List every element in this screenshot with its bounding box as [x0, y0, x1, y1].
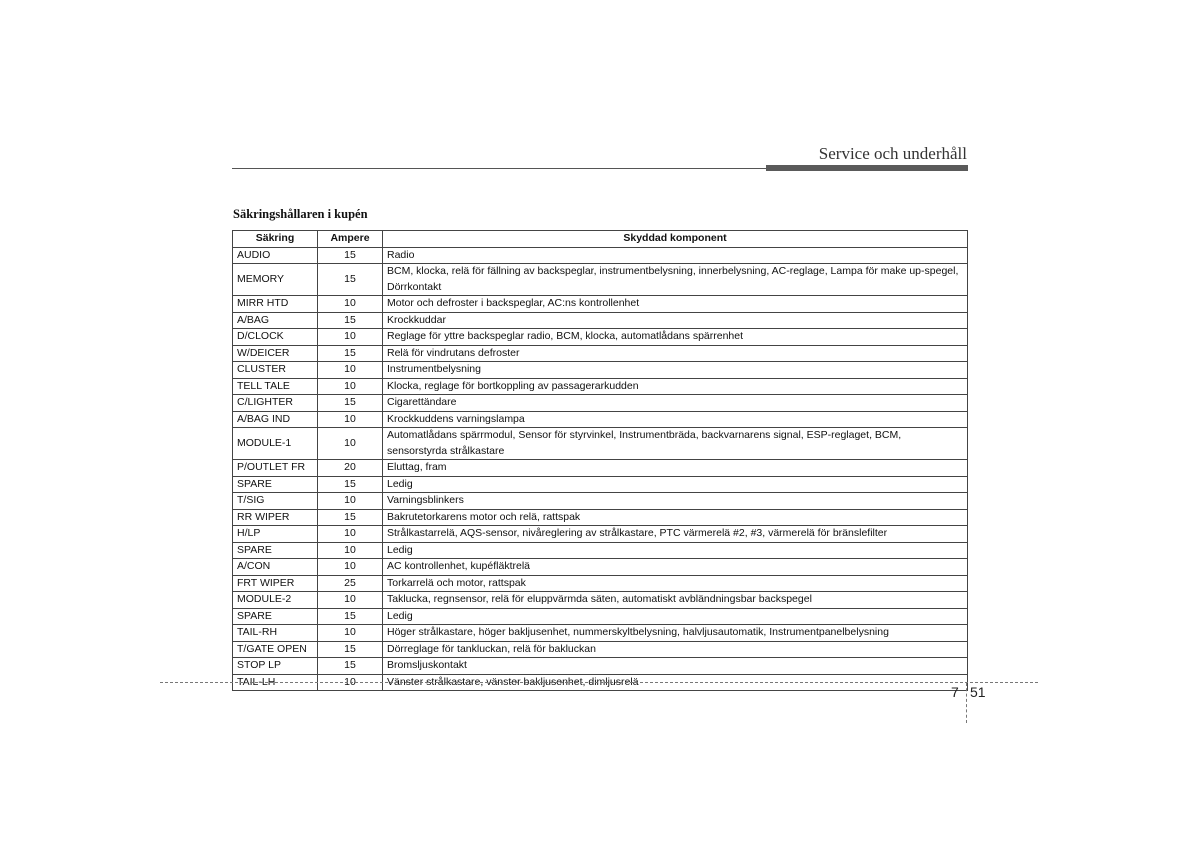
cell-component: Höger strålkastare, höger bakljusenhet, nummerskyltbelysning, halvljusautomatik, Instrumentpanelbelysning — [383, 625, 968, 642]
cell-ampere: 10 — [318, 559, 383, 576]
cell-fuse: MODULE-1 — [233, 428, 318, 460]
cell-fuse: TAIL-RH — [233, 625, 318, 642]
table-row — [233, 264, 968, 296]
cell-component: Ledig — [383, 476, 968, 493]
cell-ampere: 15 — [318, 395, 383, 412]
cell-fuse: SPARE — [233, 542, 318, 559]
cell-ampere: 10 — [318, 428, 383, 460]
chapter-number: 7 — [951, 684, 959, 700]
cell-fuse: H/LP — [233, 526, 318, 543]
header-rule — [232, 168, 766, 169]
table-row — [233, 345, 968, 362]
cell-fuse: FRT WIPER — [233, 575, 318, 592]
footer-dashed-rule — [160, 682, 1038, 683]
footer-dashed-divider — [966, 683, 967, 723]
cell-ampere: 10 — [318, 625, 383, 642]
cell-ampere: 20 — [318, 460, 383, 477]
cell-fuse: T/SIG — [233, 493, 318, 510]
cell-component: Motor och defroster i backspeglar, AC:ns kontrollenhet — [383, 296, 968, 313]
table-row — [233, 362, 968, 379]
cell-ampere: 10 — [318, 296, 383, 313]
cell-component: Krockkuddar — [383, 312, 968, 329]
page-number: 51 — [970, 684, 986, 700]
table-row — [233, 542, 968, 559]
table-header-row — [233, 231, 968, 248]
cell-component: Bromsljuskontakt — [383, 658, 968, 675]
table-body — [233, 247, 968, 691]
cell-ampere: 10 — [318, 362, 383, 379]
cell-ampere: 15 — [318, 264, 383, 296]
cell-component: Radio — [383, 247, 968, 264]
cell-fuse: RR WIPER — [233, 509, 318, 526]
cell-ampere: 15 — [318, 509, 383, 526]
cell-ampere: 15 — [318, 476, 383, 493]
cell-fuse: AUDIO — [233, 247, 318, 264]
column-header-component: Skyddad komponent — [383, 231, 968, 248]
cell-ampere: 10 — [318, 542, 383, 559]
cell-fuse: W/DEICER — [233, 345, 318, 362]
cell-ampere: 15 — [318, 658, 383, 675]
header-accent-bar — [766, 165, 968, 171]
cell-component: Ledig — [383, 608, 968, 625]
cell-fuse: A/BAG — [233, 312, 318, 329]
cell-fuse: P/OUTLET FR — [233, 460, 318, 477]
cell-component: Ledig — [383, 542, 968, 559]
cell-fuse: MODULE-2 — [233, 592, 318, 609]
table-row — [233, 575, 968, 592]
cell-component: Dörreglage för tankluckan, relä för bakluckan — [383, 641, 968, 658]
cell-fuse: C/LIGHTER — [233, 395, 318, 412]
cell-fuse: SPARE — [233, 608, 318, 625]
cell-fuse: CLUSTER — [233, 362, 318, 379]
cell-ampere: 10 — [318, 592, 383, 609]
table-row — [233, 559, 968, 576]
table-row — [233, 411, 968, 428]
cell-component: AC kontrollenhet, kupéfläktrelä — [383, 559, 968, 576]
table-row — [233, 658, 968, 675]
table-row — [233, 592, 968, 609]
cell-component: Eluttag, fram — [383, 460, 968, 477]
cell-ampere: 10 — [318, 411, 383, 428]
cell-ampere: 10 — [318, 526, 383, 543]
table-row — [233, 378, 968, 395]
page-header-title: Service och underhåll — [818, 144, 967, 163]
cell-component: Vänster strålkastare, vänster bakljusenhet, dimljusrelä — [383, 674, 968, 691]
table-row — [233, 509, 968, 526]
cell-component: Instrumentbelysning — [383, 362, 968, 379]
cell-component: Torkarrelä och motor, rattspak — [383, 575, 968, 592]
table-row — [233, 526, 968, 543]
cell-ampere: 25 — [318, 575, 383, 592]
cell-fuse: T/GATE OPEN — [233, 641, 318, 658]
table-row — [233, 312, 968, 329]
cell-ampere: 15 — [318, 247, 383, 264]
cell-fuse: A/CON — [233, 559, 318, 576]
cell-fuse: SPARE — [233, 476, 318, 493]
table-row — [233, 625, 968, 642]
cell-component: Automatlådans spärrmodul, Sensor för styrvinkel, Instrumentbräda, backvarnarens signal, ESP-reglaget, BCM, sensorstyrda strålkastare — [383, 428, 968, 460]
cell-component: Relä för vindrutans defroster — [383, 345, 968, 362]
cell-component: Reglage för yttre backspeglar radio, BCM, klocka, automatlådans spärrenhet — [383, 329, 968, 346]
cell-component: Klocka, reglage för bortkoppling av passagerarkudden — [383, 378, 968, 395]
cell-ampere: 10 — [318, 329, 383, 346]
section-title: Säkringshållaren i kupén — [233, 207, 368, 221]
cell-ampere: 15 — [318, 312, 383, 329]
table-row — [233, 296, 968, 313]
cell-fuse: MEMORY — [233, 264, 318, 296]
table-row — [233, 460, 968, 477]
cell-fuse: TELL TALE — [233, 378, 318, 395]
cell-component: BCM, klocka, relä för fällning av backspeglar, instrumentbelysning, innerbelysning, AC-reglage, Lampa för make up-spegel, Dörrkontakt — [383, 264, 968, 296]
table-row — [233, 476, 968, 493]
table-row — [233, 608, 968, 625]
cell-fuse: D/CLOCK — [233, 329, 318, 346]
cell-ampere: 10 — [318, 378, 383, 395]
fuse-table — [232, 230, 968, 691]
cell-ampere: 10 — [318, 493, 383, 510]
table-row — [233, 428, 968, 460]
table-row — [233, 247, 968, 264]
cell-component: Taklucka, regnsensor, relä för eluppvärmda säten, automatiskt avbländningsbar backspegel — [383, 592, 968, 609]
cell-fuse: STOP LP — [233, 658, 318, 675]
table-row — [233, 395, 968, 412]
cell-ampere: 15 — [318, 345, 383, 362]
cell-ampere: 15 — [318, 641, 383, 658]
cell-component: Varningsblinkers — [383, 493, 968, 510]
column-header-fuse: Säkring — [233, 231, 318, 248]
cell-component: Cigarettändare — [383, 395, 968, 412]
cell-fuse: A/BAG IND — [233, 411, 318, 428]
column-header-ampere: Ampere — [318, 231, 383, 248]
table-row — [233, 329, 968, 346]
cell-component: Bakrutetorkarens motor och relä, rattspak — [383, 509, 968, 526]
cell-fuse: MIRR HTD — [233, 296, 318, 313]
cell-fuse: TAIL-LH — [233, 674, 318, 691]
cell-component: Krockkuddens varningslampa — [383, 411, 968, 428]
cell-component: Strålkastarrelä, AQS-sensor, nivåreglering av strålkastare, PTC värmerelä #2, #3, värmerelä för bränslefilter — [383, 526, 968, 543]
cell-ampere: 10 — [318, 674, 383, 691]
table-row — [233, 641, 968, 658]
table-row — [233, 493, 968, 510]
cell-ampere: 15 — [318, 608, 383, 625]
